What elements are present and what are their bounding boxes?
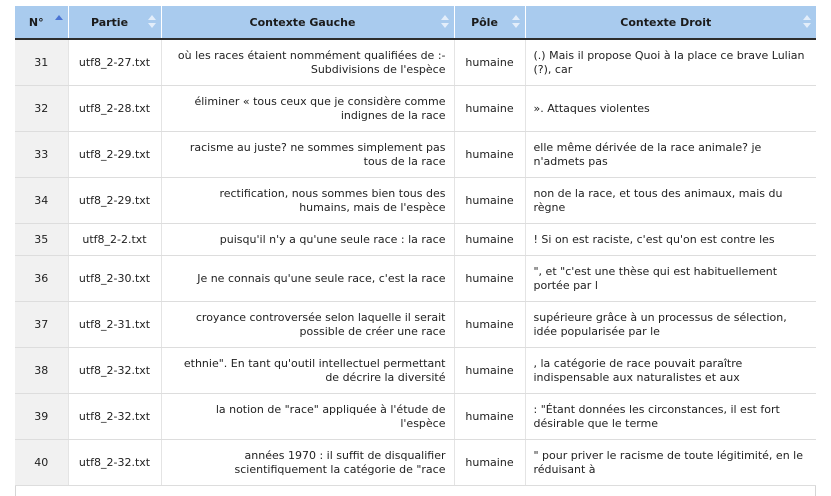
cell-pole: humaine bbox=[454, 224, 525, 256]
cell-partie: utf8_2-28.txt bbox=[68, 86, 161, 132]
table-row[interactable] bbox=[15, 440, 816, 486]
cell-pole: humaine bbox=[454, 440, 525, 486]
cell-contexte-gauche: la notion de "race" appliquée à l'étude de l'espèce bbox=[161, 394, 454, 440]
cell-contexte-droit: ! Si on est raciste, c'est qu'on est contre les bbox=[525, 224, 816, 256]
cell-contexte-gauche: éliminer « tous ceux que je considère comme indignes de la race bbox=[161, 86, 454, 132]
sort-icon[interactable] bbox=[512, 15, 520, 29]
column-header-contexte-droit[interactable] bbox=[525, 6, 816, 39]
cell-partie: utf8_2-31.txt bbox=[68, 302, 161, 348]
cell-num: 34 bbox=[15, 178, 68, 224]
cell-pole: humaine bbox=[454, 39, 525, 86]
cell-num: 35 bbox=[15, 224, 68, 256]
cell-pole: humaine bbox=[454, 132, 525, 178]
cell-pole: humaine bbox=[454, 302, 525, 348]
table-row[interactable] bbox=[15, 132, 816, 178]
cell-partie: utf8_2-30.txt bbox=[68, 256, 161, 302]
concordance-table bbox=[15, 6, 816, 486]
table-header bbox=[15, 6, 816, 39]
cell-num: 31 bbox=[15, 39, 68, 86]
column-header-partie[interactable] bbox=[68, 6, 161, 39]
column-header-label: Pôle bbox=[471, 15, 498, 29]
table-row[interactable] bbox=[15, 302, 816, 348]
column-header-label: Contexte Droit bbox=[620, 15, 712, 29]
cell-pole: humaine bbox=[454, 256, 525, 302]
cell-partie: utf8_2-32.txt bbox=[68, 440, 161, 486]
cell-partie: utf8_2-29.txt bbox=[68, 178, 161, 224]
cell-contexte-droit: supérieure grâce à un processus de sélection, idée popularisée par le bbox=[525, 302, 816, 348]
cell-pole: humaine bbox=[454, 394, 525, 440]
table-row[interactable] bbox=[15, 256, 816, 302]
cell-num: 39 bbox=[15, 394, 68, 440]
sort-icon[interactable] bbox=[803, 15, 811, 29]
cell-contexte-gauche: croyance controversée selon laquelle il serait possible de créer une race bbox=[161, 302, 454, 348]
table-row[interactable] bbox=[15, 394, 816, 440]
column-header-label: Partie bbox=[90, 15, 129, 29]
cell-num: 40 bbox=[15, 440, 68, 486]
cell-contexte-droit: : "Étant données les circonstances, il est fort désirable que le terme bbox=[525, 394, 816, 440]
cell-contexte-droit: ». Attaques violentes bbox=[525, 86, 816, 132]
table-row[interactable] bbox=[15, 348, 816, 394]
cell-pole: humaine bbox=[454, 86, 525, 132]
cell-partie: utf8_2-32.txt bbox=[68, 394, 161, 440]
column-header-contexte-gauche[interactable] bbox=[161, 6, 454, 39]
cell-partie: utf8_2-29.txt bbox=[68, 132, 161, 178]
column-header-label: N° bbox=[28, 15, 44, 29]
cell-contexte-gauche: où les races étaient nommément qualifiées de :- Subdivisions de l'espèce bbox=[161, 39, 454, 86]
header-row bbox=[15, 6, 816, 39]
table-row[interactable] bbox=[15, 178, 816, 224]
cell-contexte-droit: non de la race, et tous des animaux, mais du règne bbox=[525, 178, 816, 224]
cell-contexte-droit: elle même dérivée de la race animale? je n'admets pas bbox=[525, 132, 816, 178]
table-row[interactable] bbox=[15, 86, 816, 132]
column-header-pole[interactable] bbox=[454, 6, 525, 39]
cell-contexte-gauche: rectification, nous sommes bien tous des humains, mais de l'espèce bbox=[161, 178, 454, 224]
table-row[interactable] bbox=[15, 39, 816, 86]
cell-partie: utf8_2-27.txt bbox=[68, 39, 161, 86]
cell-contexte-gauche: puisqu'il n'y a qu'une seule race : la race bbox=[161, 224, 454, 256]
cell-num: 38 bbox=[15, 348, 68, 394]
cell-contexte-droit: (.) Mais il propose Quoi à la place ce brave Lulian (?), car bbox=[525, 39, 816, 86]
cell-contexte-gauche: années 1970 : il suffit de disqualifier scientifiquement la catégorie de "race bbox=[161, 440, 454, 486]
concordance-table-container bbox=[15, 6, 816, 486]
sort-icon[interactable] bbox=[148, 15, 156, 29]
cell-partie: utf8_2-2.txt bbox=[68, 224, 161, 256]
cell-num: 33 bbox=[15, 132, 68, 178]
cell-contexte-gauche: racisme au juste? ne sommes simplement pas tous de la race bbox=[161, 132, 454, 178]
cell-pole: humaine bbox=[454, 178, 525, 224]
column-header-label: Contexte Gauche bbox=[249, 15, 356, 29]
cell-num: 36 bbox=[15, 256, 68, 302]
sort-icon[interactable] bbox=[441, 15, 449, 29]
cell-num: 37 bbox=[15, 302, 68, 348]
cell-contexte-gauche: ethnie". En tant qu'outil intellectuel permettant de décrire la diversité bbox=[161, 348, 454, 394]
cell-partie: utf8_2-32.txt bbox=[68, 348, 161, 394]
column-header-num[interactable] bbox=[15, 6, 68, 39]
cell-contexte-droit: " pour priver le racisme de toute légitimité, en le réduisant à bbox=[525, 440, 816, 486]
cell-contexte-droit: ", et "c'est une thèse qui est habituellement portée par l bbox=[525, 256, 816, 302]
cell-num: 32 bbox=[15, 86, 68, 132]
cell-contexte-droit: , la catégorie de race pouvait paraître indispensable aux naturalistes et aux bbox=[525, 348, 816, 394]
sort-ascending-icon[interactable] bbox=[55, 15, 63, 29]
cell-pole: humaine bbox=[454, 348, 525, 394]
cell-contexte-gauche: Je ne connais qu'une seule race, c'est la race bbox=[161, 256, 454, 302]
table-row[interactable] bbox=[15, 224, 816, 256]
table-body bbox=[15, 39, 816, 486]
